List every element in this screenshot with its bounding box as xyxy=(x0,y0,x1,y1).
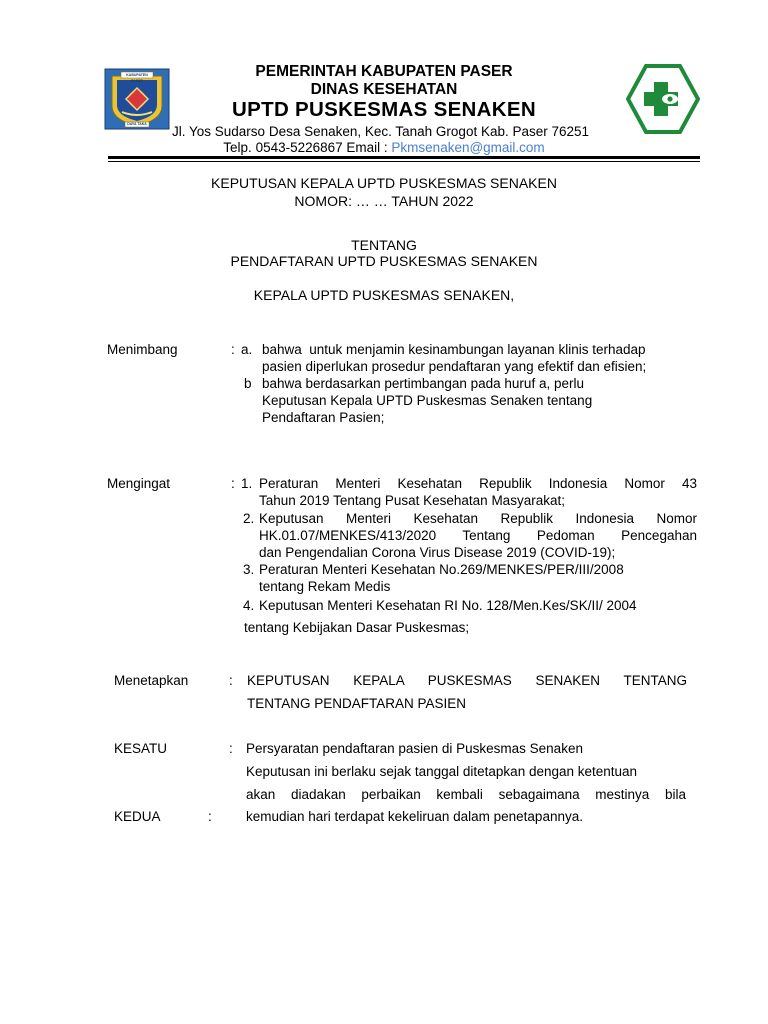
kesatu-line1: Persyaratan pendaftaran pasien di Puskesmas Senaken xyxy=(246,741,583,756)
menimbang-label: Menimbang xyxy=(107,342,178,357)
mengingat-4-line2: tentang Kebijakan Dasar Puskesmas; xyxy=(244,620,470,635)
decree-number: NOMOR: … … TAHUN 2022 xyxy=(294,193,474,209)
letterhead-address: Jl. Yos Sudarso Desa Senaken, Kec. Tanah Grogot Kab. Paser 76251 xyxy=(172,124,590,139)
menimbang-b-line2: Keputusan Kepala UPTD Puskesmas Senaken tentang xyxy=(262,393,593,408)
letterhead-contact xyxy=(0,139,768,156)
mengingat-1-marker: 1. xyxy=(241,476,253,491)
menetapkan-line1: KEPUTUSAN KEPALA PUSKESMAS SENAKEN TENTANG xyxy=(247,673,687,688)
mengingat-3-marker: 3. xyxy=(243,562,255,577)
letterhead-dept: DINAS KESEHATAN xyxy=(310,81,458,98)
mengingat-2-marker: 2. xyxy=(243,511,255,526)
menimbang-b-marker: b xyxy=(244,376,252,391)
letterhead-gov: PEMERINTAH KABUPATEN PASER xyxy=(255,63,513,80)
menimbang-b-line3: Pendaftaran Pasien; xyxy=(262,410,385,425)
menimbang-a-marker: a. xyxy=(241,342,253,357)
letterhead-rule-thin xyxy=(108,161,700,162)
kesatu-colon: : xyxy=(229,741,233,756)
mengingat-4-line1: Keputusan Menteri Kesehatan RI No. 128/Men.Kes/SK/II/ 2004 xyxy=(259,598,637,613)
mengingat-3-line1: Peraturan Menteri Kesehatan No.269/MENKES/PER/III/2008 xyxy=(259,562,624,577)
phone-text: Telp. 0543-5226867 Email : xyxy=(223,140,392,155)
menimbang-a-line2: pasien diperlukan prosedur pendaftaran yang efektif dan efisien; xyxy=(262,359,647,374)
mengingat-2-line3: dan Pengendalian Corona Virus Disease 2019 (COVID-19); xyxy=(259,545,616,560)
menetapkan-line2: TENTANG PENDAFTARAN PASIEN xyxy=(247,696,467,711)
mengingat-label: Mengingat xyxy=(107,476,171,491)
kedua-line1: kemudian hari terdapat kekeliruan dalam penetapannya. xyxy=(246,809,583,824)
kesatu-label: KESATU xyxy=(114,741,168,756)
menimbang-b-line1: bahwa berdasarkan pertimbangan pada huruf a, perlu xyxy=(262,376,584,391)
head-heading: KEPALA UPTD PUSKESMAS SENAKEN, xyxy=(253,287,515,303)
subject-heading: PENDAFTARAN UPTD PUSKESMAS SENAKEN xyxy=(230,253,538,269)
mengingat-2-line2: HK.01.07/MENKES/413/2020 Tentang Pedoman Pencegahan xyxy=(259,528,697,543)
mengingat-colon: : xyxy=(231,476,235,491)
left-logo-top-text: KABUPATEN PASER xyxy=(126,73,148,83)
letterhead-name: UPTD PUSKESMAS SENAKEN xyxy=(232,98,536,121)
kesatu-line3: akan diadakan perbaikan kembali sebagaimana mestinya bila xyxy=(246,787,686,802)
decree-title: KEPUTUSAN KEPALA UPTD PUSKESMAS SENAKEN xyxy=(211,175,557,191)
menimbang-a-line1: bahwa untuk menjamin kesinambungan layanan klinis terhadap xyxy=(262,342,646,357)
mengingat-2-line1: Keputusan Menteri Kesehatan Republik Indonesia Nomor xyxy=(259,511,697,526)
mengingat-1-line2: Tahun 2019 Tentang Pusat Kesehatan Masyarakat; xyxy=(259,493,565,508)
mengingat-1-line1: Peraturan Menteri Kesehatan Republik Indonesia Nomor 43 xyxy=(259,476,697,491)
kesatu-line2: Keputusan ini berlaku sejak tanggal ditetapkan dengan ketentuan xyxy=(246,764,638,779)
menetapkan-label: Menetapkan xyxy=(114,673,189,688)
mengingat-4-marker: 4. xyxy=(243,598,255,613)
menimbang-colon: : xyxy=(231,342,235,357)
left-logo-bottom-text: DAYA TAKA xyxy=(127,122,147,126)
email-link[interactable]: Pkmsenaken@gmail.com xyxy=(391,140,545,155)
menetapkan-colon: : xyxy=(229,673,233,688)
about-heading: TENTANG xyxy=(351,237,417,253)
letterhead-rule-thick xyxy=(108,156,700,159)
mengingat-3-line2: tentang Rekam Medis xyxy=(259,579,391,594)
kedua-colon: : xyxy=(208,809,212,824)
kedua-label: KEDUA xyxy=(114,809,161,824)
